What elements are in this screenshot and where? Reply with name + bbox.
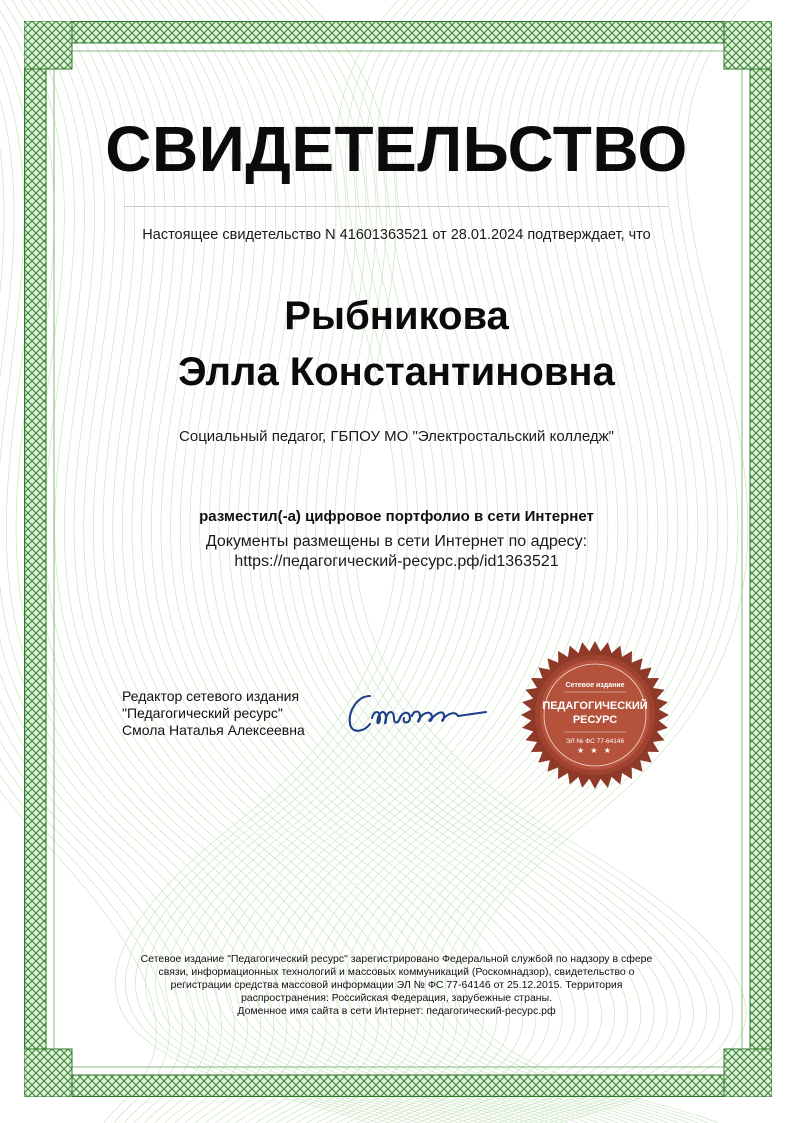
editor-publication: "Педагогический ресурс" [122,705,283,721]
certificate-action: разместил(-а) цифровое портфолио в сети Интернет [199,508,594,525]
seal-caption: Сетевое издание [565,682,625,689]
recipient-given-names: Элла Константиновна [178,350,615,394]
certificate-title: СВИДЕТЕЛЬСТВО [105,113,688,185]
documents-caption: Документы размещены в сети Интернет по адресу: [205,533,588,550]
editor-name: Смола Наталья Алексеевна [122,722,305,738]
title-divider [124,206,668,207]
registration-footer [120,953,673,1018]
seal-registration: ЭЛ № ФС 77-64146 [565,738,625,745]
documents-url: https://педагогический-ресурс.рф/id1363521 [234,553,559,570]
footer-line: связи, информационных технологий и массовых коммуникаций (Роскомнадзор), свидетельство о [158,966,635,978]
seal-stars-icon: ★ ★ ★ [577,746,613,755]
certificate-intro: Настоящее свидетельство N 41601363521 от 28.01.2024 подтверждает, что [142,227,651,243]
recipient-surname: Рыбникова [284,294,509,338]
footer-line: Доменное имя сайта в сети Интернет: педагогический-ресурс.рф [237,1005,556,1017]
editor-title: Редактор сетевого издания [122,688,300,704]
editor-block [122,688,305,739]
footer-line: регистрации средства массовой информации ЭЛ № ФС 77-64146 от 25.12.2015. Территория [170,979,623,991]
recipient-position: Социальный педагог, ГБПОУ МО "Электростальский колледж" [179,428,614,445]
seal-title-line1: ПЕДАГОГИЧЕСКИЙ [542,700,648,712]
editor-signature [340,688,500,748]
seal-title-line2: РЕСУРС [572,714,618,726]
footer-line: распространения: Российская Федерация, зарубежные страны. [240,992,553,1004]
publication-seal [520,640,670,790]
footer-line: Сетевое издание "Педагогический ресурс" зарегистрировано Федеральной службой по надзору в сфере [140,953,653,965]
